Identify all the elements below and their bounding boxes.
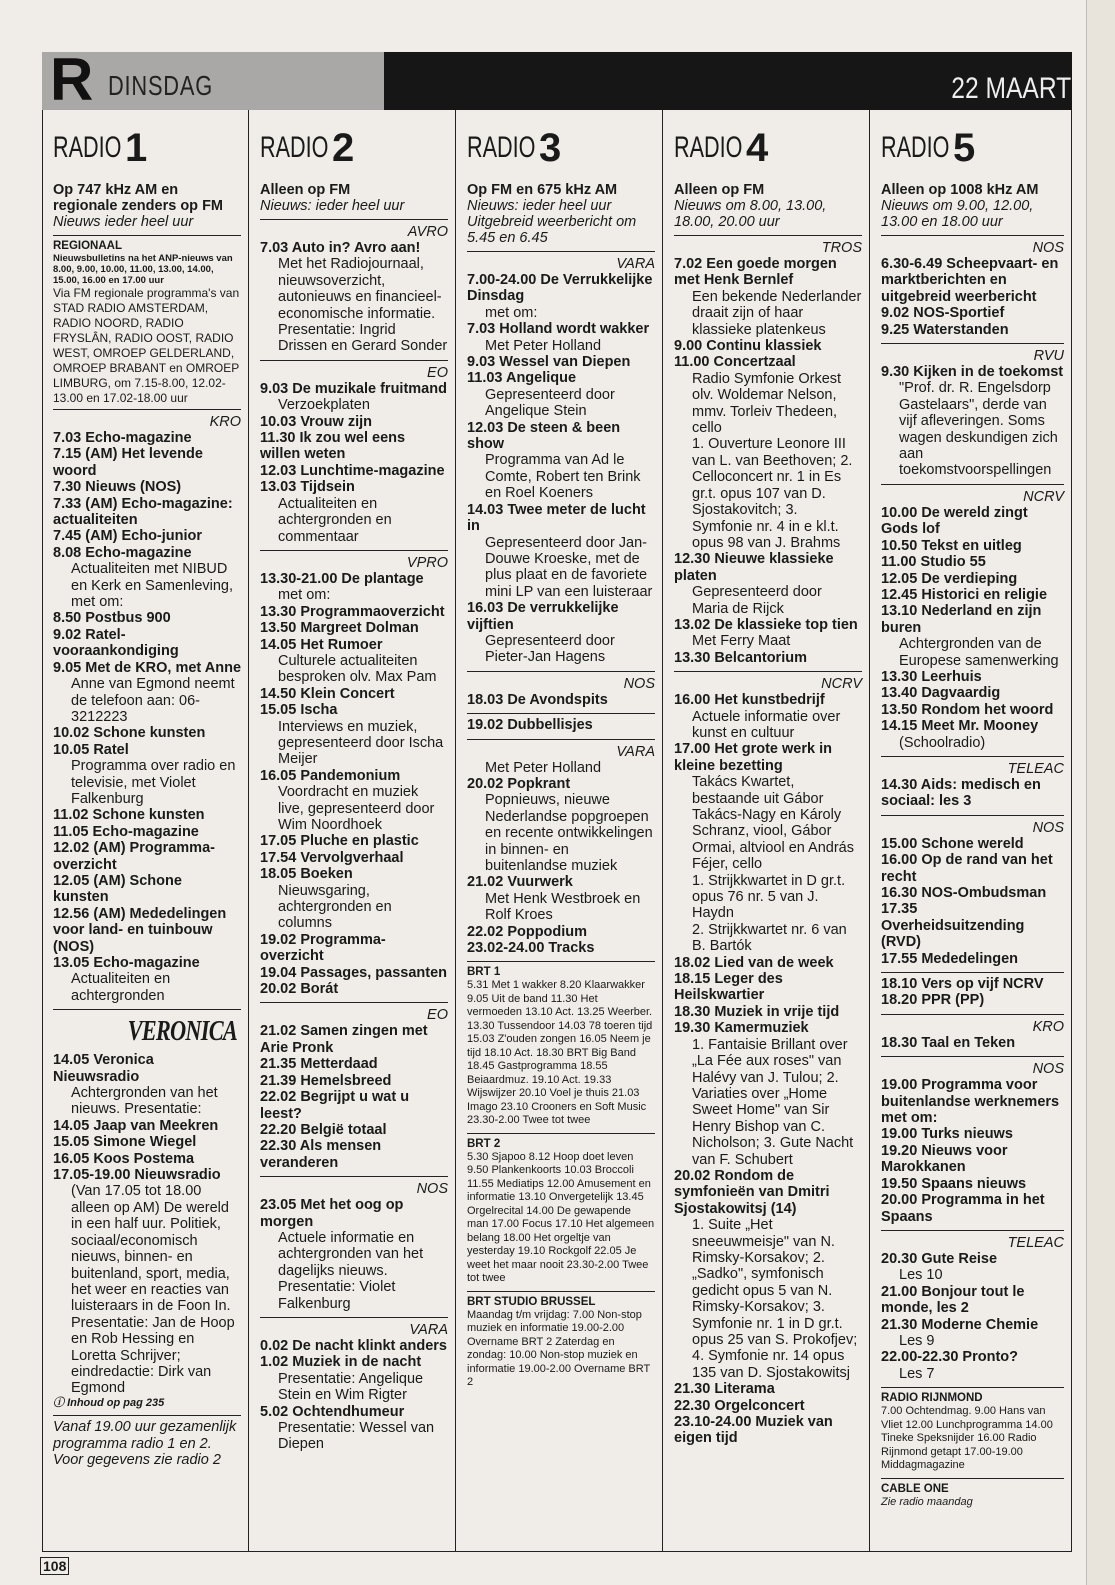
program-description: Popnieuws, nieuwe Nederlandse popgroepen en recente ontwikkelingen in binnen- en buitenlandse muziek — [485, 792, 653, 874]
radio2-blocks — [260, 219, 448, 1453]
program-entry: 17.05-19.00 Nieuwsradio — [53, 1167, 221, 1184]
program-entry: 11.05 Echo-magazine — [53, 823, 199, 840]
program-entry: 16.00 Het kunstbedrijf — [674, 692, 825, 709]
program-description: Interviews en muziek, gepresenteerd door Ischa Meijer — [278, 718, 444, 768]
program-entry: 13.30 Belcantorium — [674, 649, 807, 666]
program-entry: 22.20 België totaal — [260, 1121, 387, 1138]
program-entry: 14.50 Klein Concert — [260, 685, 395, 702]
program-entry: 9.30 Kijken in de toekomst — [881, 364, 1064, 381]
program-entry: 21.30 Moderne Chemie — [881, 1316, 1039, 1333]
program-entry: 17.00 Het grote werk in kleine bezetting — [674, 741, 832, 774]
radio3-frequency: Op FM en 675 kHz AM — [467, 182, 618, 198]
program-description: Presentatie: Angelique Stein en Wim Rigter — [278, 1370, 424, 1404]
program-entry: 20.02 Borát — [260, 981, 339, 998]
program-description: Anne van Egmond neemt de telefoon aan: 06-3212223 — [71, 676, 235, 725]
program-description: Met Henk Westbroek en Rolf Kroes — [485, 890, 641, 924]
program-entry: 19.50 Spaans nieuws — [881, 1175, 1027, 1192]
program-entry: 7.15 (AM) Het levende woord — [53, 446, 203, 479]
radio3-blocks — [467, 251, 655, 956]
program-entry: 22.02 Begrijpt u wat u leest? — [260, 1089, 410, 1122]
program-entry: 13.50 Rondom het woord — [881, 701, 1054, 718]
program-description: Takács Kwartet, bestaande uit Gábor Takács-Nagy en Károly Schranz, viool, Gábor Ormai, altviool en András Féjer, cello — [692, 774, 854, 873]
program-entry: 7.45 (AM) Echo-junior — [53, 528, 203, 545]
cable-one-text: Zie radio maandag — [881, 1495, 973, 1508]
radio1-footer: Vanaf 19.00 uur gezamenlijk programma radio 1 en 2. Voor gegevens zie radio 2 — [53, 1419, 237, 1469]
program-description: Actuele informatie over kunst en cultuur — [692, 708, 841, 741]
program-entry: 1.02 Muziek in de nacht — [260, 1354, 422, 1371]
program-entry: 7.02 Een goede morgen met Henk Bernlef — [674, 256, 837, 289]
program-entry: 11.02 Schone kunsten — [53, 807, 205, 824]
brt2-schedule: 5.30 Sjapoo 8.12 Hoop doet leven 9.50 Plankenkoorts 10.03 Broccoli 11.55 Mediatips 12.00 Amusement en informatie 13.10 Onvergetelijk 13.45 Orgelrecital 14.00 De gewapende man 17.00 Focus 17.10 Het algemeen belang 18.00 Het orgeltje van yesterday 19.10 Rockgolf 22.05 Je weet het maar nooit 23.30-2.00 Twee tot twee — [467, 1150, 655, 1285]
program-description: Radio Symfonie Orkest olv. Woldemar Nelson, mmv. Torleiv Thedeen, cello — [692, 370, 842, 437]
program-description: Actualiteiten en achtergronden en commentaar — [278, 495, 392, 545]
program-entry: 12.56 (AM) Mededelingen voor land- en tuinbouw (NOS) — [53, 905, 227, 955]
program-description: Programma over radio en televisie, met Violet Falkenburg — [71, 758, 236, 807]
program-entry: 14.05 Jaap van Meekren — [53, 1117, 219, 1134]
program-entry: 22.02 Poppodium — [467, 923, 588, 940]
program-entry: 21.02 Samen zingen met Arie Pronk — [260, 1023, 428, 1056]
program-entry: 12.05 (AM) Schone kunsten — [53, 872, 182, 906]
rijnmond-schedule: 7.00 Ochtendmag. 9.00 Hans van Vliet 12.00 Lunchprogramma 14.00 Tineke Speksnijder 16.00 Radio Rijnmond getapt 17.00-19.00 Middagmagazine — [881, 1405, 1053, 1472]
program-entry: 9.25 Waterstanden — [881, 321, 1009, 338]
program-entry: 7.03 Auto in? Avro aan! — [260, 240, 421, 256]
program-entry: 10.05 Ratel — [53, 741, 129, 758]
program-entry: 9.03 De muzikale fruitmand — [260, 380, 447, 397]
program-entry: 23.10-24.00 Muziek van eigen tijd — [674, 1414, 833, 1447]
program-entry: 19.00 Programma voor buitenlandse werknemers met om: — [881, 1077, 1060, 1127]
radio4-column — [663, 110, 870, 1552]
program-entry: 22.00-22.30 Pronto? — [881, 1349, 1018, 1366]
broadcaster-vpro: VPRO — [406, 554, 448, 571]
program-entry: 11.00 Studio 55 — [881, 554, 986, 571]
regionaal-heading: REGIONAAL — [53, 240, 122, 252]
program-entry: 18.30 Taal en Teken — [881, 1034, 1016, 1051]
program-entry: 16.05 Koos Postema — [53, 1150, 195, 1167]
program-entry: 17.54 Vervolgverhaal — [260, 849, 404, 866]
program-entry: 12.05 De verdieping — [881, 570, 1018, 587]
broadcaster-ncrv: NCRV — [821, 676, 862, 693]
broadcaster-teleac: TELEAC — [1007, 760, 1064, 777]
regionaal-text: Via FM regionale programma's van STAD RADIO AMSTERDAM, RADIO NOORD, RADIO FRYSLÂN, RADIO OOST, RADIO WEST, OMROEP GELDERLAND, OMROEP BRABANT en OMROEP LIMBURG, om 7.15-8.00, 12.02-13.00 en 17.02-18.00 uur — [53, 286, 240, 405]
program-entry: 13.03 Tijdsein — [260, 479, 355, 496]
program-description: (Van 17.05 tot 18.00 alleen op AM) De wereld in een half uur. Politiek, sociaal/economisch nieuws, binnen- en buitenland, sport, media, het weer en reacties van luisteraars in de Foon In. Presentatie: Jan de Hoop en Rob Hessing en Loretta Schrijver; eindredactie: Dirk van Egmond — [71, 1183, 235, 1397]
program-entry: 9.02 Ratel-vooraankondiging — [53, 626, 179, 660]
program-entry: 16.05 Pandemonium — [260, 767, 401, 784]
radio1-title: RADIO 1 — [53, 125, 148, 170]
program-description: Voordracht en muziek live, gepresenteerd door Wim Noordhoek — [278, 784, 435, 833]
radio5-frequency: Alleen op 1008 kHz AM — [881, 182, 1039, 198]
radio1-news: Nieuws ieder heel uur — [53, 214, 194, 230]
radio3-title: RADIO 3 — [467, 125, 562, 170]
rijnmond-heading: RADIO RIJNMOND — [881, 1392, 983, 1405]
program-entry: 13.30 Leerhuis — [881, 668, 982, 685]
program-entry: 21.39 Hemelsbreed — [260, 1072, 392, 1089]
program-description: Les 9 — [899, 1332, 935, 1349]
broadcaster-kro: KRO — [209, 414, 241, 430]
radio4-blocks — [674, 235, 862, 1447]
veronica-logo: VERONICA — [127, 1016, 237, 1048]
program-entry: 18.20 PPR (PP) — [881, 992, 985, 1009]
program-entry: 17.35 Overheidsuitzending (RVD) — [881, 901, 1025, 951]
program-entry: 22.30 Orgelconcert — [674, 1397, 805, 1414]
program-description: Met Ferry Maat — [692, 633, 791, 650]
radio4-frequency: Alleen op FM — [674, 182, 765, 198]
broadcaster-avro: AVRO — [407, 224, 448, 240]
program-entry: 13.02 De klassieke top tien — [674, 616, 858, 633]
brt-studio-heading: BRT STUDIO BRUSSEL — [467, 1295, 596, 1308]
program-description: 2. Strijkkwartet nr. 6 van B. Bartók — [692, 921, 847, 955]
program-entry: 10.03 Vrouw zijn — [260, 413, 373, 430]
program-description: 1. Suite „Het sneeuwmeisje" van N. Rimsky-Korsakov; 2. „Sadko", symfonisch gedicht opus 5 van N. Rimsky-Korsakov; 3. Symfonie nr. 1 in D gr.t. opus 25 van S. Prokofjev; 4. Symfonie nr. 14 opus 135 van D. Sjostakowitsj — [692, 1217, 858, 1381]
program-entry: 12.02 (AM) Programma-overzicht — [53, 840, 215, 873]
radio5-column — [870, 110, 1072, 1552]
program-entry: 18.02 Lied van de week — [674, 954, 834, 971]
program-entry: 21.30 Literama — [674, 1381, 775, 1398]
program-entry: 18.30 Muziek in vrije tijd — [674, 1003, 840, 1020]
program-entry: 7.33 (AM) Echo-magazine: actualiteiten — [53, 495, 233, 529]
program-description: Met het Radiojournaal, nieuwsoverzicht, autonieuws en financieel-economische informatie. Presentatie: Ingrid Drissen en Gerard Sonder — [278, 256, 448, 355]
program-description: met om: — [485, 304, 538, 321]
broadcaster-teleac: TELEAC — [1007, 1234, 1064, 1251]
broadcaster-eo: EO — [427, 1007, 448, 1024]
broadcaster-nos: NOS — [416, 1181, 448, 1198]
program-entry: 17.05 Pluche en plastic — [260, 833, 419, 850]
day-label: DINSDAG — [108, 70, 213, 101]
program-description: Met Peter Holland — [485, 759, 602, 776]
program-description: Actuele informatie en achtergronden van het dagelijks nieuws. Presentatie: Violet Falkenburg — [278, 1229, 424, 1312]
program-entry: 14.05 Veronica Nieuwsradio — [53, 1052, 154, 1085]
radio2-news: Nieuws: ieder heel uur — [260, 198, 405, 214]
program-description: Gepresenteerd door Maria de Rijck — [692, 584, 822, 617]
program-entry: 5.02 Ochtendhumeur — [260, 1403, 405, 1420]
program-entry: 14.30 Aids: medisch en sociaal: les 3 — [881, 776, 1041, 810]
program-entry: 18.10 Vers op vijf NCRV — [881, 976, 1044, 993]
program-description: Gepresenteerd door Jan-Douwe Kroeske, met de plus plaat en de favoriete mini LP van een luisteraar — [485, 534, 653, 600]
program-entry: 10.00 De wereld zingt Gods lof — [881, 504, 1028, 538]
program-entry: 7.03 Holland wordt wakker — [467, 321, 650, 338]
program-entry: 19.02 Programma-overzicht — [260, 931, 386, 965]
program-entry: 9.03 Wessel van Diepen — [467, 354, 631, 371]
broadcaster-rvu: RVU — [1033, 348, 1064, 365]
program-entry: 18.15 Leger des Heilskwartier — [674, 971, 783, 1004]
program-entry: 6.30-6.49 Scheepvaart- en marktberichten en uitgebreid weerbericht — [881, 256, 1059, 305]
program-entry: 12.30 Nieuwe klassieke platen — [674, 551, 834, 584]
program-entry: 22.30 Als mensen veranderen — [260, 1138, 382, 1171]
radio4-news: Nieuws om 8.00, 13.00, 18.00, 20.00 uur — [674, 198, 827, 230]
program-entry: 18.03 De Avondspits — [467, 691, 608, 708]
program-entry: 14.03 Twee meter de lucht in — [467, 501, 646, 535]
program-entry: 21.35 Metterdaad — [260, 1056, 378, 1073]
cable-one-heading: CABLE ONE — [881, 1482, 949, 1495]
program-entry: 12.03 Lunchtime-magazine — [260, 462, 445, 479]
program-entry: 17.55 Mededelingen — [881, 950, 1018, 967]
program-entry: 20.02 Rondom de symfonieën van Dmitri Sjostakowitsj (14) — [674, 1167, 830, 1217]
regionaal-news: Nieuwsbulletins na het ANP-nieuws van 8.00, 9.00, 10.00, 11.00, 13.00, 14.00, 15.00, 16.00 en 17.00 uur — [53, 253, 233, 286]
program-description: Programma van Ad le Comte, Robert ten Brink en Roel Koeners — [485, 452, 641, 502]
radio1-column — [42, 110, 249, 1552]
program-entry: 8.08 Echo-magazine — [53, 544, 192, 561]
program-description: Les 10 — [899, 1267, 943, 1284]
brt1-heading: BRT 1 — [467, 966, 501, 979]
radio1-kro-list — [53, 430, 241, 1004]
program-entry: 15.05 Simone Wiegel — [53, 1134, 197, 1151]
program-description: Achtergronden van het nieuws. Presentatie: — [71, 1085, 218, 1118]
broadcaster-vara: VARA — [616, 256, 655, 272]
program-entry: 9.02 NOS-Sportief — [881, 305, 1005, 322]
brt2-heading: BRT 2 — [467, 1137, 501, 1150]
program-description: Gepresenteerd door Pieter-Jan Hagens — [485, 632, 615, 666]
radio5-news: Nieuws om 9.00, 12.00, 13.00 en 18.00 uur — [881, 198, 1034, 230]
program-entry: 23.05 Met het oog op morgen — [260, 1197, 404, 1230]
radio5-title: RADIO 5 — [881, 125, 976, 170]
page-number: 108 — [40, 1557, 69, 1575]
brt1-schedule: 5.31 Met 1 wakker 8.20 Klaarwakker 9.05 Uit de band 11.30 Het vermoeden 13.10 Act. 13.25 Weerber. 13.30 Tussendoor 14.03 78 toeren tijd 15.03 Z'ouden zongen 16.05 Neem je tijd 18.10 Act. 18.30 BRT Big Band 18.45 Gastprogramma 18.55 Beiaardmuz. 19.10 Act. 19.33 Wijswijzer 20.10 Voel je thuis 21.03 Imago 23.10 Crooners en Soft Music 23.30-2.00 Twee tot twee — [467, 979, 653, 1127]
program-entry: 7.30 Nieuws (NOS) — [53, 479, 182, 496]
program-entry: 19.02 Dubbellisjes — [467, 717, 593, 734]
program-entry: 15.05 Ischa — [260, 702, 338, 719]
program-description: Actualiteiten met NIBUD en Kerk en Samenleving, met om: — [71, 561, 234, 611]
program-entry: 11.00 Concertzaal — [674, 354, 796, 371]
broadcaster-nos: NOS — [1032, 1061, 1064, 1078]
section-letter: R — [50, 46, 92, 113]
brt-studio-schedule: Maandag t/m vrijdag: 7.00 Non-stop muziek en informatie 19.00-2.00 Overname BRT 2 Zaterdag en zondag: 10.00 Non-stop muziek en informatie 19.00-2.00 Overname BRT 2 — [467, 1308, 651, 1389]
date-label: 22 MAART — [951, 72, 1071, 105]
radio3-column — [456, 110, 663, 1552]
program-entry: 7.00-24.00 De Verrukkelijke Dinsdag — [467, 272, 653, 305]
program-entry: 16.30 NOS-Ombudsman — [881, 885, 1047, 901]
radio2-column — [249, 110, 456, 1552]
radio1-frequency: Op 747 kHz AM en regionale zenders op FM — [53, 182, 223, 214]
program-entry: 11.30 Ik zou wel eens willen weten — [260, 430, 406, 463]
program-description: 1. Ouverture Leonore III van L. van Beethoven; 2. Celloconcert nr. 1 in Es gr.t. opus 107 van D. Sjostakovitch; 3. Symfonie nr. 4 in e kl.t. opus 98 van J. Brahms — [692, 436, 853, 551]
program-entry: 20.02 Popkrant — [467, 775, 571, 792]
radio2-frequency: Alleen op FM — [260, 182, 351, 198]
program-entry: 10.02 Schone kunsten — [53, 725, 206, 742]
program-entry: 13.05 Echo-magazine — [53, 955, 200, 971]
program-entry: 11.03 Angelique — [467, 370, 577, 387]
program-entry: 13.30 Programmaoverzicht — [260, 603, 445, 620]
program-description: Gepresenteerd door Angelique Stein — [485, 386, 615, 420]
radio1-veronica-list — [53, 1052, 241, 1397]
program-entry: 12.03 De steen & been show — [467, 419, 621, 453]
broadcaster-ncrv: NCRV — [1023, 488, 1064, 505]
radio4-title: RADIO 4 — [674, 125, 769, 170]
broadcaster-vara: VARA — [616, 743, 655, 760]
program-entry: 13.10 Nederland en zijn buren — [881, 603, 1042, 636]
radio3-news: Nieuws: ieder heel uur Uitgebreid weerbericht om 5.45 en 6.45 — [467, 198, 637, 246]
broadcaster-nos: NOS — [1032, 240, 1064, 256]
program-entry: 16.00 Op de rand van het recht — [881, 852, 1053, 885]
program-entry: 13.40 Dagvaardig — [881, 685, 1001, 702]
program-entry: 9.05 Met de KRO, met Anne — [53, 659, 242, 676]
program-entry: 13.30-21.00 De plantage — [260, 570, 424, 587]
program-description: Actualiteiten en achtergronden — [71, 971, 171, 1004]
program-entry: 18.05 Boeken — [260, 866, 353, 883]
program-description: (Schoolradio) — [899, 734, 986, 751]
broadcaster-vara: VARA — [409, 1321, 448, 1338]
header-left-band — [42, 52, 384, 110]
program-entry: 16.03 De verrukkelijke vijftien — [467, 600, 619, 633]
program-entry: 23.02-24.00 Tracks — [467, 940, 595, 957]
program-entry: 19.30 Kamermuziek — [674, 1020, 809, 1037]
broadcaster-nos: NOS — [623, 675, 655, 692]
program-description: Met Peter Holland — [485, 337, 602, 354]
broadcaster-kro: KRO — [1032, 1018, 1064, 1035]
program-description: Nieuwsgaring, achtergronden en columns — [278, 882, 392, 932]
radio2-title: RADIO 2 — [260, 125, 355, 170]
program-description: met om: — [278, 587, 331, 604]
program-description: 1. Fantaisie Brillant over „La Fée aux roses" van Halévy van J. Tulou; 2. Variaties over „Home Sweet Home" van Sir Henry Bishop van C. Nicholson; 3. Gute Nacht van F. Schubert — [692, 1036, 854, 1168]
radio5-blocks — [881, 235, 1064, 1382]
program-entry: 14.15 Meet Mr. Mooney — [881, 718, 1039, 735]
program-description: Culturele actualiteiten besproken olv. Max Pam — [278, 652, 437, 686]
program-entry: 20.30 Gute Reise — [881, 1250, 998, 1267]
program-entry: 0.02 De nacht klinkt anders — [260, 1337, 447, 1354]
program-entry: 14.05 Het Rumoer — [260, 636, 383, 653]
program-entry: 8.50 Postbus 900 — [53, 610, 171, 627]
program-entry: 21.00 Bonjour tout le monde, les 2 — [881, 1283, 1025, 1317]
next-page-edge — [1086, 0, 1115, 1585]
program-entry: 9.00 Continu klassiek — [674, 338, 822, 355]
program-entry: 19.00 Turks nieuws — [881, 1126, 1013, 1143]
inhoud-note: ⓘ Inhoud op pag 235 — [53, 1396, 165, 1409]
program-description: Een bekende Nederlander draait zijn of haar klassieke platenkeus — [692, 288, 862, 338]
program-entry: 19.04 Passages, passanten — [260, 964, 448, 981]
program-description: "Prof. dr. R. Engelsdorp Gastelaars", derde van vijf afleveringen. Soms wagen deskundigen zich aan toekomstvoorspellingen — [899, 380, 1058, 479]
program-entry: 15.00 Schone wereld — [881, 835, 1024, 852]
broadcaster-eo: EO — [427, 364, 448, 381]
broadcaster-tros: TROS — [821, 240, 862, 256]
program-description: Verzoekplaten — [278, 397, 370, 414]
program-entry: 20.00 Programma in het Spaans — [881, 1192, 1045, 1225]
program-description: Les 7 — [899, 1365, 935, 1382]
program-entry: 21.02 Vuurwerk — [467, 874, 573, 891]
program-entry: 10.50 Tekst en uitleg — [881, 537, 1022, 554]
program-description: Achtergronden van de Europese samenwerking — [899, 636, 1059, 669]
program-entry: 13.50 Margreet Dolman — [260, 620, 419, 637]
program-description: 1. Strijkkwartet in D gr.t. opus 76 nr. 5 van J. Haydn — [692, 872, 846, 922]
program-entry: 7.03 Echo-magazine — [53, 430, 192, 446]
program-entry: 19.20 Nieuws voor Marokkanen — [881, 1142, 1008, 1176]
broadcaster-nos: NOS — [1032, 819, 1064, 836]
program-description: Presentatie: Wessel van Diepen — [278, 1420, 435, 1453]
program-entry: 12.45 Historici en religie — [881, 586, 1048, 603]
